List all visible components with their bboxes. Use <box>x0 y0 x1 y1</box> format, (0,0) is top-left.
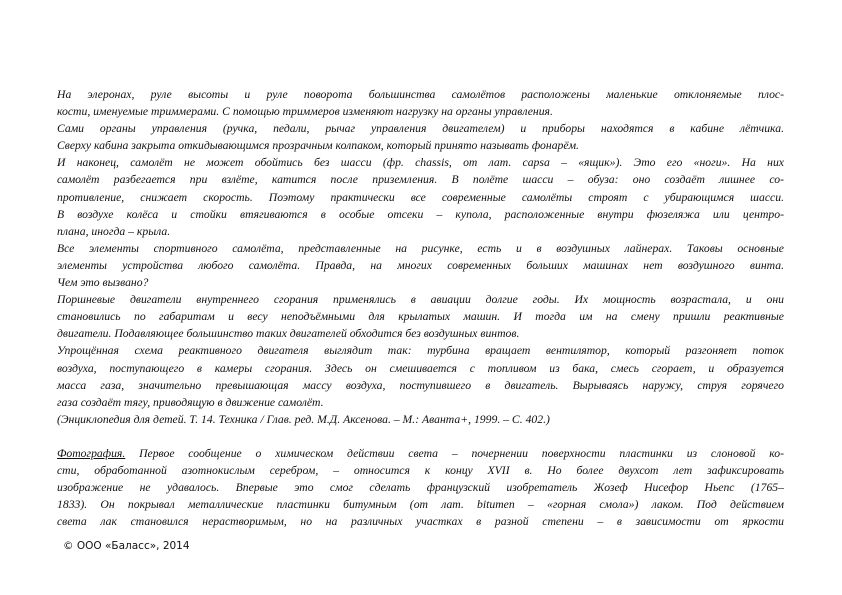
text-line: В воздухе колёса и стойки втягиваются в особые отсеки – купола, расположенные внутри фюзеляжа или центро- <box>57 207 784 221</box>
text-fragment: Первое сообщение о химическом действии света – почернении поверхности пластинки из слоновой ко- <box>125 446 784 460</box>
text-line: кости, именуемые триммерами. С помощью триммеров изменяют нагрузку на органы управления. <box>57 105 553 119</box>
copyright-footer: © ООО «Баласс», 2014 <box>63 540 190 552</box>
text-line: Чем это вызвано? <box>57 276 149 290</box>
document-body <box>57 86 784 530</box>
text-line: воздуха, поступающего в камеры сгорания. Здесь он смешивается с топливом из бака, смесь сгорает, и образуется <box>57 361 784 375</box>
section-heading: Фотография. <box>57 446 126 460</box>
citation-line: (Энциклопедия для детей. Т. 14. Техника / Глав. ред. М.Д. Аксенова. – М.: Аванта+, 1999. – С. 402.) <box>57 412 550 426</box>
text-line: масса газа, значительно превышающая массу воздуха, поступившего в двигатель. Вырываясь наружу, струя горячего <box>57 378 784 392</box>
text-line: Сами органы управления (ручка, педали, рычаг управления двигателем) и приборы находятся в кабине лётчика. <box>57 122 784 136</box>
text-line: На элеронах, руле высоты и руле поворота большинства самолётов расположены маленькие отклоняемые плос- <box>57 88 784 101</box>
text-line: двигатели. Подавляющее большинство таких двигателей обходится без воздушных винтов. <box>57 327 520 341</box>
text-line: газа создаёт тягу, приводящую в движение самолёт. <box>57 395 324 409</box>
text-line: самолёт разбегается при взлёте, катится после приземления. В полёте шасси – обуза: оно создаёт лишнее со- <box>57 173 784 187</box>
text-line: изображение не удавалось. Впервые это смог сделать французский изобретатель Жозеф Нисефор Ньепс (1765– <box>57 481 784 495</box>
text-line: противление, снижает скорость. Поэтому практически все современные самолёты строят с убирающимся шасси. <box>57 190 784 204</box>
text-line: Поршневые двигатели внутреннего сгорания применялись в авиации долгие годы. Их мощность возрастала, и они <box>57 293 784 307</box>
text-line: Сверху кабина закрыта откидывающимся прозрачным колпаком, который принято называть фонарём. <box>57 139 579 153</box>
text-line: света лак становился нерастворимым, но на различных участках в разной степени – в зависимости от яркости <box>57 515 784 529</box>
text-line: сти, обработанной азотнокислым серебром, – относится к концу XVII в. Но более двухсот лет зафиксировать <box>57 464 784 478</box>
text-line <box>57 445 784 462</box>
text-line: становились по габаритам и весу неподъёмными для крылатых машин. И тогда им на смену пришли реактивные <box>57 310 784 324</box>
text-line: Все элементы спортивного самолёта, представленные на рисунке, есть и в воздушных лайнерах. Таковы основные <box>57 241 784 255</box>
paragraph-spacer <box>57 428 784 445</box>
text-line: 1833). Он покрывал металлические пластинки битумным (от лат. bitumen – «горная смола») лаком. Под действием <box>57 498 784 512</box>
text-line: И наконец, самолёт не может обойтись без шасси (фр. chassis, от лат. capsa – «ящик»). Это его «ноги». На них <box>57 156 784 170</box>
text-line: элементы устройства любого самолёта. Правда, на многих современных больших машинах нет воздушного винта. <box>57 258 784 272</box>
text-line: плана, иногда – крыла. <box>57 224 171 238</box>
text-line: Упрощённая схема реактивного двигателя выглядит так: турбина вращает вентилятор, который разгоняет поток <box>57 344 784 358</box>
